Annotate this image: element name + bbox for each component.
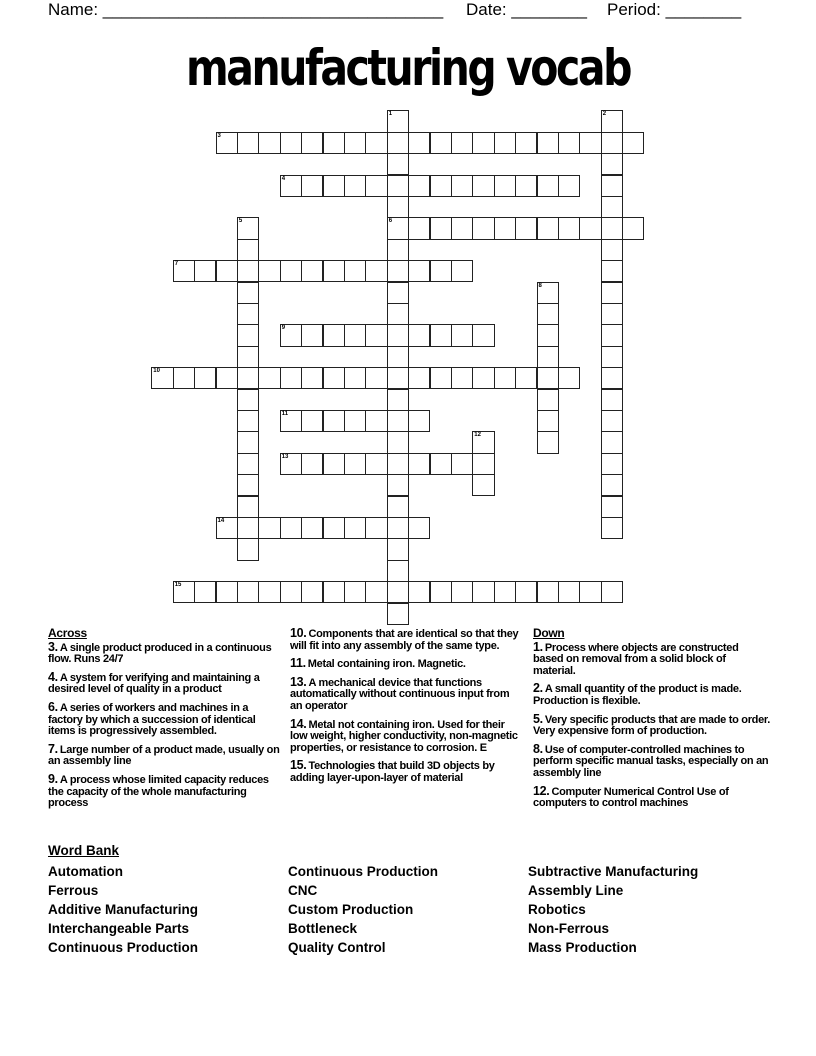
crossword-cell[interactable] [194,367,216,389]
crossword-cell[interactable] [408,410,430,432]
crossword-cell[interactable] [579,581,601,603]
crossword-cell[interactable] [237,517,259,539]
word-bank-item: Interchangeable Parts [48,921,190,936]
clue-across-10: 10. Components that are identical so that they will fit into any assembly of the same type. [290,626,519,652]
crossword-cell[interactable] [601,110,623,132]
crossword-cell[interactable] [237,324,259,346]
crossword-cell[interactable] [280,517,302,539]
crossword-cell[interactable] [387,474,409,496]
crossword-cell[interactable] [387,175,409,197]
crossword-cell[interactable] [472,324,494,346]
crossword-cell[interactable] [537,581,559,603]
crossword-cell[interactable] [494,175,516,197]
crossword-cell[interactable] [408,367,430,389]
crossword-cell[interactable] [408,517,430,539]
crossword-cell[interactable] [537,410,559,432]
crossword-cell[interactable] [408,175,430,197]
crossword-cell[interactable] [216,367,238,389]
crossword-cell[interactable] [387,153,409,175]
crossword-cell[interactable] [601,239,623,261]
word-bank-item: Continuous Production [48,940,198,955]
crossword-cell[interactable] [301,581,323,603]
word-bank-column-1 [48,862,198,957]
crossword-cell[interactable] [258,132,280,154]
clue-number-label: 4 [281,175,286,182]
word-bank-column-3 [528,862,698,957]
crossword-cell[interactable] [365,324,387,346]
crossword-cell[interactable] [301,453,323,475]
crossword-cell[interactable] [430,217,452,239]
crossword-cell[interactable] [515,217,537,239]
crossword-cell[interactable] [258,260,280,282]
clue-down-2: 2. A small quantity of the product is made. Production is flexible. [533,681,742,707]
crossword-cell[interactable] [537,132,559,154]
crossword-cell[interactable] [601,282,623,304]
crossword-cell[interactable] [408,324,430,346]
crossword-cell[interactable] [430,453,452,475]
crossword-cell[interactable] [430,581,452,603]
crossword-cell[interactable] [601,431,623,453]
crossword-cell[interactable] [237,431,259,453]
crossword-cell[interactable] [301,132,323,154]
crossword-cell[interactable] [451,453,473,475]
across-heading: Across [48,626,87,640]
crossword-cell[interactable] [558,132,580,154]
date-field-label: Date: ________ [466,0,587,19]
crossword-cell[interactable] [387,410,409,432]
crossword-cell[interactable] [451,581,473,603]
word-bank-item: Bottleneck [288,921,358,936]
crossword-cell[interactable] [408,217,430,239]
crossword-cell[interactable] [579,217,601,239]
word-bank-item: Subtractive Manufacturing [528,864,699,879]
crossword-cell[interactable] [344,260,366,282]
crossword-cell[interactable] [387,431,409,453]
crossword-cell[interactable] [515,367,537,389]
crossword-cell[interactable] [472,453,494,475]
crossword-cell[interactable] [430,324,452,346]
crossword-cell[interactable] [365,581,387,603]
crossword-cell[interactable] [344,410,366,432]
word-bank-item: Continuous Production [288,864,438,879]
crossword-cell[interactable] [194,260,216,282]
crossword-cell[interactable] [280,260,302,282]
word-bank-item: Assembly Line [528,883,624,898]
crossword-cell[interactable] [537,367,559,389]
crossword-cell[interactable] [237,581,259,603]
crossword-cell[interactable] [344,581,366,603]
crossword-cell[interactable] [430,175,452,197]
crossword-cell[interactable] [216,517,238,539]
crossword-cell[interactable] [237,132,259,154]
crossword-cell[interactable] [323,132,345,154]
crossword-cell[interactable] [472,175,494,197]
crossword-cell[interactable] [344,324,366,346]
crossword-cell[interactable] [537,303,559,325]
crossword-cell[interactable] [237,474,259,496]
crossword-cell[interactable] [430,132,452,154]
word-bank-item: Non-Ferrous [528,921,609,936]
crossword-cell[interactable] [537,431,559,453]
crossword-cell[interactable] [237,260,259,282]
crossword-cell[interactable] [387,367,409,389]
crossword-cell[interactable] [365,260,387,282]
crossword-cell[interactable] [365,517,387,539]
crossword-cell[interactable] [323,260,345,282]
crossword-cell[interactable] [323,517,345,539]
page-title: manufacturing vocab [186,39,630,97]
crossword-cell[interactable] [494,581,516,603]
crossword-cell[interactable] [280,132,302,154]
crossword-cell[interactable] [494,367,516,389]
crossword-cell[interactable] [323,453,345,475]
crossword-cell[interactable] [601,303,623,325]
crossword-cell[interactable] [451,175,473,197]
crossword-cell[interactable] [301,517,323,539]
clue-across-3: 3. A single product produced in a continuous flow. Runs 24/7 [48,639,272,666]
crossword-cell[interactable] [173,367,195,389]
crossword-cell[interactable] [387,324,409,346]
word-bank-item: CNC [288,883,318,898]
crossword-cell[interactable] [472,431,494,453]
down-clues [533,628,771,816]
crossword-cell[interactable] [237,346,259,368]
crossword-cell[interactable] [237,496,259,518]
crossword-cell[interactable] [537,324,559,346]
crossword-cell[interactable] [237,239,259,261]
clue-across-6: 6. A series of workers and machines in a factory by which a succession of identical items is progressively assembled. [48,699,256,738]
crossword-cell[interactable] [387,239,409,261]
word-bank-item: Ferrous [48,883,99,898]
crossword-cell[interactable] [387,303,409,325]
crossword-cell[interactable] [472,132,494,154]
crossword-cell[interactable] [387,453,409,475]
crossword-cell[interactable] [280,410,302,432]
crossword-cell[interactable] [472,474,494,496]
crossword-cell[interactable] [451,367,473,389]
crossword-cell[interactable] [365,453,387,475]
crossword-cell[interactable] [408,132,430,154]
crossword-cell[interactable] [280,581,302,603]
crossword-cell[interactable] [323,581,345,603]
crossword-cell[interactable] [601,175,623,197]
crossword-cell[interactable] [601,496,623,518]
clue-number-label: 12 [474,432,481,439]
clue-number-label: 15 [174,582,182,589]
crossword-cell[interactable] [323,410,345,432]
crossword-cell[interactable] [387,517,409,539]
crossword-cell[interactable] [451,324,473,346]
crossword-cell[interactable] [344,132,366,154]
crossword-cell[interactable] [408,453,430,475]
clue-across-15: 15. Technologies that build 3D objects by adding layer-upon-layer of material [290,758,495,784]
crossword-cell[interactable] [365,175,387,197]
clue-number-label: 1 [388,111,393,118]
word-bank-item: Additive Manufacturing [48,902,199,917]
crossword-cell[interactable] [365,367,387,389]
crossword-cell[interactable] [258,581,280,603]
crossword-cell[interactable] [601,410,623,432]
clue-number-label: 7 [174,261,179,268]
crossword-cell[interactable] [601,581,623,603]
crossword-cell[interactable] [558,581,580,603]
clue-number-label: 5 [238,218,243,225]
word-bank-item: Quality Control [288,940,386,955]
crossword-cell[interactable] [216,260,238,282]
crossword-cell[interactable] [301,324,323,346]
clue-down-5: 5. Very specific products that are made to order. Very expensive form of production. [533,711,771,738]
crossword-cell[interactable] [323,367,345,389]
word-bank-item: Robotics [528,902,586,917]
crossword-cell[interactable] [537,389,559,411]
crossword-cell[interactable] [387,538,409,560]
clue-across-14: 14. Metal not containing iron. Used for their low weight, higher conductivity, non-magnetic properties, or resistance to corrosion. E [290,716,518,754]
crossword-cell[interactable] [622,217,644,239]
crossword-cell[interactable] [280,367,302,389]
crossword-cell[interactable] [622,132,644,154]
crossword-cell[interactable] [301,410,323,432]
crossword-cell[interactable] [301,260,323,282]
crossword-cell[interactable] [515,581,537,603]
crossword-cell[interactable] [387,282,409,304]
crossword-cell[interactable] [173,581,195,603]
clue-number-label: 9 [281,325,286,332]
crossword-cell[interactable] [537,175,559,197]
crossword-cell[interactable] [408,581,430,603]
crossword-cell[interactable] [387,110,409,132]
word-bank-heading: Word Bank [48,843,120,858]
crossword-cell[interactable] [237,389,259,411]
crossword-cell[interactable] [194,581,216,603]
clue-number-label: 2 [602,111,607,118]
crossword-cell[interactable] [494,132,516,154]
crossword-cell[interactable] [365,410,387,432]
crossword-cell[interactable] [237,282,259,304]
crossword-cell[interactable] [387,581,409,603]
crossword-cell[interactable] [494,217,516,239]
crossword-cell[interactable] [601,324,623,346]
crossword-cell[interactable] [515,175,537,197]
crossword-cell[interactable] [472,367,494,389]
crossword-cell[interactable] [601,260,623,282]
word-bank-item: Mass Production [528,940,637,955]
crossword-cell[interactable] [601,474,623,496]
crossword-cell[interactable] [323,324,345,346]
word-bank-item: Custom Production [288,902,414,917]
crossword-cell[interactable] [558,175,580,197]
word-bank-column-2 [288,862,438,957]
crossword-cell[interactable] [323,175,345,197]
crossword-cell[interactable] [579,132,601,154]
crossword-cell[interactable] [151,367,173,389]
crossword-cell[interactable] [430,367,452,389]
crossword-cell[interactable] [408,260,430,282]
crossword-cell[interactable] [237,303,259,325]
crossword-cell[interactable] [472,217,494,239]
clue-number-label: 11 [281,410,289,417]
crossword-cell[interactable] [237,367,259,389]
down-heading: Down [533,626,565,640]
crossword-cell[interactable] [601,217,623,239]
crossword-cell[interactable] [344,453,366,475]
crossword-cell[interactable] [216,132,238,154]
crossword-cell[interactable] [387,496,409,518]
crossword-cell[interactable] [387,346,409,368]
crossword-cell[interactable] [344,175,366,197]
clue-number-label: 13 [281,453,289,460]
crossword-cell[interactable] [387,132,409,154]
crossword-cell[interactable] [601,153,623,175]
crossword-cell[interactable] [344,367,366,389]
crossword-cell[interactable] [258,517,280,539]
crossword-cell[interactable] [237,217,259,239]
crossword-cell[interactable] [365,132,387,154]
crossword-cell[interactable] [216,581,238,603]
crossword-cell[interactable] [387,603,409,625]
crossword-cell[interactable] [387,196,409,218]
clue-down-12: 12. Computer Numerical Control Use of computers to control machines [533,783,729,810]
clue-across-13: 13. A mechanical device that functions automatically without continuous input from an operator [290,674,510,712]
crossword-cell[interactable] [558,367,580,389]
crossword-cell[interactable] [280,324,302,346]
clue-across-4: 4. A system for verifying and maintaining a desired level of quality in a product [48,669,260,696]
crossword-cell[interactable] [237,538,259,560]
crossword-cell[interactable] [173,260,195,282]
crossword-cell[interactable] [601,196,623,218]
crossword-cell[interactable] [387,260,409,282]
crossword-cell[interactable] [430,260,452,282]
crossword-cell[interactable] [387,217,409,239]
crossword-cell[interactable] [280,175,302,197]
clue-number-label: 8 [538,282,542,289]
crossword-cell[interactable] [301,367,323,389]
crossword-cell[interactable] [387,389,409,411]
across-clues-left [48,628,280,816]
crossword-cell[interactable] [537,282,559,304]
clue-down-1: 1. Process where objects are constructed based on removal from a solid block of material. [533,639,739,677]
crossword-cell[interactable] [280,453,302,475]
across-clues-middle [290,628,522,791]
crossword-cell[interactable] [537,217,559,239]
crossword-cell[interactable] [537,346,559,368]
word-bank-item: Automation [48,864,123,879]
clue-number-label: 6 [388,218,393,225]
clue-number-label: 10 [153,368,160,375]
clue-number-label: 14 [217,517,225,524]
crossword-cell[interactable] [301,175,323,197]
crossword-cell[interactable] [601,389,623,411]
clue-across-7: 7. Large number of a product made, usually on an assembly line [48,741,280,768]
crossword-cell[interactable] [472,581,494,603]
crossword-cell[interactable] [451,217,473,239]
crossword-cell[interactable] [387,560,409,582]
crossword-cell[interactable] [451,260,473,282]
name-field-label: Name: ____________________________________ [48,0,444,19]
crossword-cell[interactable] [601,132,623,154]
clue-down-8: 8. Use of computer-controlled machines to perform specific manual tasks, especially on an assembly line [533,741,769,779]
crossword-cell[interactable] [601,367,623,389]
crossword-cell[interactable] [237,410,259,432]
crossword-cell[interactable] [258,367,280,389]
crossword-cell[interactable] [344,517,366,539]
crossword-cell[interactable] [601,346,623,368]
clue-across-11: 11. Metal containing iron. Magnetic. [290,656,466,671]
period-field-label: Period: ________ [607,0,742,19]
crossword-cell[interactable] [237,453,259,475]
crossword-cell[interactable] [601,453,623,475]
clue-number-label: 3 [217,132,221,139]
crossword-cell[interactable] [515,132,537,154]
crossword-cell[interactable] [451,132,473,154]
clue-across-9: 9. A process whose limited capacity reduces the capacity of the whole manufacturing process [48,771,269,810]
crossword-cell[interactable] [558,217,580,239]
crossword-cell[interactable] [601,517,623,539]
